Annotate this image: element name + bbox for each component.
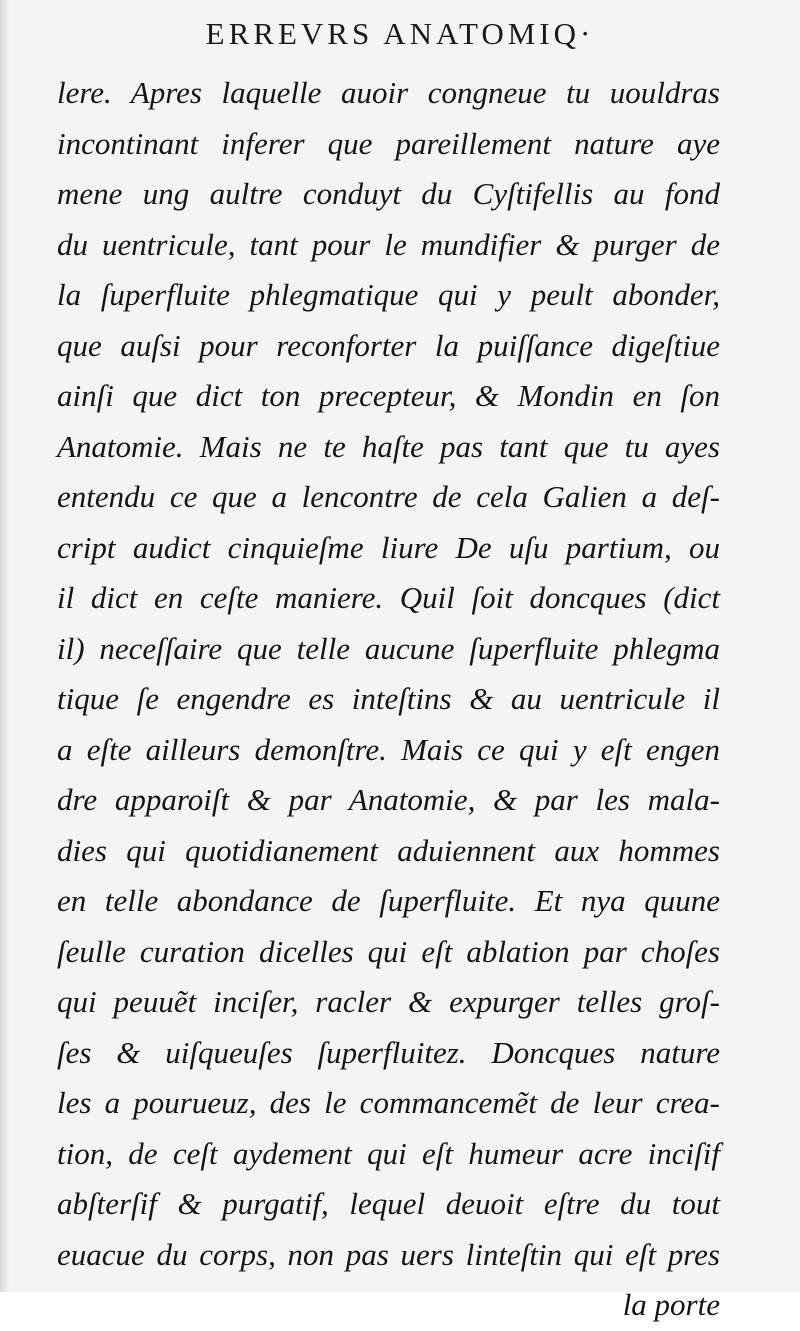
text-line: tique ſe engendre es inteſtins & au uentricule il — [57, 681, 720, 716]
running-head: ERREVRS ANATOMIQ· — [205, 16, 595, 51]
text-line: ſeulle curation dicelles qui eſt ablation par choſes — [57, 933, 720, 969]
text-line: en telle abondance de ſuperfluite. Et nya quune — [57, 883, 720, 918]
text-line: que auſsi pour reconforter la puiſſance digeſtiue — [57, 327, 720, 363]
text-line: abſterſif & purgatif, lequel deuoit eſtre du tout — [57, 1186, 720, 1221]
text-line: il dict en ceſte maniere. Quil ſoit doncques (dict — [57, 580, 720, 615]
text-line: dre apparoiſt & par Anatomie, & par les mala- — [57, 782, 720, 817]
text-line: cript audict cinquieſme liure De uſu partium, ou — [57, 529, 720, 565]
text-line: entendu ce que a lencontre de cela Galien a deſ- — [57, 479, 720, 514]
text-line: ſes & uiſqueuſes ſuperfluitez. Doncques nature — [57, 1034, 720, 1070]
page-gutter-shadow — [0, 0, 10, 1292]
catchword: la porte — [622, 1287, 720, 1322]
text-line: incontinant inferer que pareillement nature aye — [57, 125, 720, 161]
text-line: Anatomie. Mais ne te haſte pas tant que tu ayes — [57, 428, 720, 464]
text-line: mene ung aultre conduyt du Cyſtifellis au fond — [57, 176, 720, 211]
text-line: tion, de ceſt aydement qui eſt humeur acre inciſif — [57, 1135, 720, 1171]
text-line: euacue du corps, non pas uers linteſtin qui eſt pres — [57, 1236, 720, 1272]
text-line: a eſte ailleurs demonſtre. Mais ce qui y eſt engen — [57, 731, 720, 767]
body-text — [57, 68, 720, 1331]
text-line: lere. Apres laquelle auoir congneue tu uouldras — [57, 75, 720, 110]
text-line: ainſi que dict ton precepteur, & Mondin en ſon — [57, 378, 720, 413]
text-line: du uentricule, tant pour le mundifier & purger de — [57, 226, 720, 262]
text-line: la ſuperfluite phlegmatique qui y peult abonder, — [57, 277, 720, 312]
text-line: les a pourueuz, des le commancemẽt de leur crea- — [57, 1085, 720, 1120]
text-line: dies qui quotidianement aduiennent aux hommes — [57, 832, 720, 868]
text-line: il) neceſſaire que telle aucune ſuperfluite phlegma — [57, 630, 720, 666]
text-line: qui peuuẽt inciſer, racler & expurger telles groſ- — [57, 984, 720, 1019]
